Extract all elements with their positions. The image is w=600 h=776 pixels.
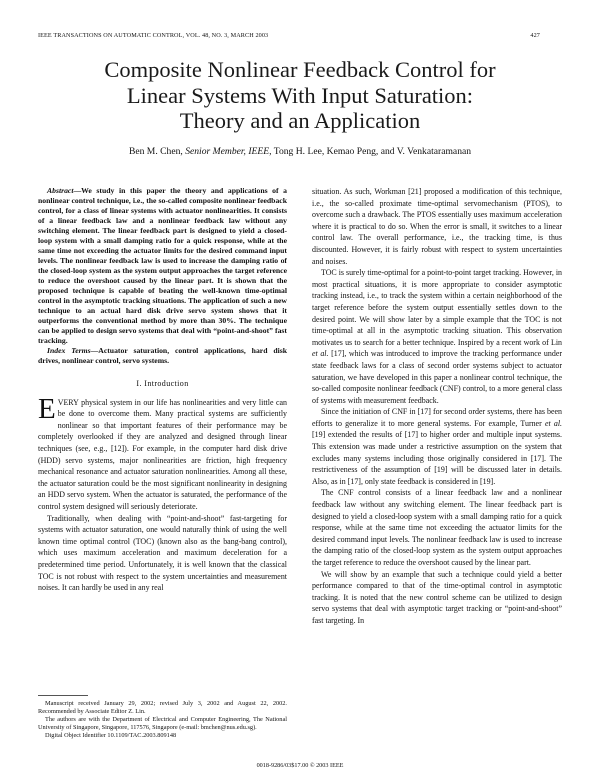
intro-paragraph-1-text: VERY physical system in our life has nonlinearities and very little can be done to overcome them. Many practical systems are sufficiently nonlinear so that important features of their performance may be completely overlooked if they are analyzed and designed through linear techniques (see, e.g., [12]). For example, in the computer hard disk drive (HDD) servo systems, major nonlinearities are friction, high frequency mechanical resonance and actuator saturation nonlinearities. Among all these, the actuator saturation could be the most significant nonlinearity in designing an HDD servo system. When the actuator is saturated, the performance of the control system designed will seriously deteriorate. [38, 397, 287, 511]
footnotes [38, 695, 287, 740]
author-list [40, 146, 560, 157]
right-paragraph-2-part-b: [17], which was introduced to improve the tracking performance under state feedback laws for a class of second order systems subject to actuator saturation, we have developed in this paper a nonlinear control technique, the so-called composite nonlinear feedback (CNF) control, to a more general class of systems with measurement feedback. [312, 349, 562, 405]
copyright-line: 0018-9286/03$17.00 © 2003 IEEE [256, 762, 344, 769]
right-paragraph-4: The CNF control consists of a linear feedback law and a nonlinear feedback law without any switching element. The linear feedback part is designed to yield a closed-loop system with a small damping ratio for a quick response, while at the same time not exceeding the actuator limits for the desired command input levels. The nonlinear feedback law is used to increase the damping ratio of the closed-loop system as the system output approaches the target reference to reduce the overshoot caused by the linear part. [312, 488, 562, 567]
right-paragraph-1: situation. As such, Workman [21] proposed a modification of this technique, i.e., the so-called proximate time-optimal servomechanism (PTOS), to overcome such a drawback. The PTOS essentially uses maximum acceleration where it is practical to do so. When the error is small, it switches to a linear control law. The overall performance, i.e., the tracking time, is thus discounted. However, it is fairly robust with respect to system uncertainties and noises. [312, 187, 562, 266]
left-column [38, 186, 287, 594]
title-line-3: Theory and an Application [179, 108, 421, 133]
author-1-grade: Senior Member, IEEE, [185, 146, 272, 157]
page-number: 427 [530, 32, 540, 39]
right-paragraph-3-part-b: [19] extended the results of [17] to higher order and multiple input systems. This extension was made under a restrictive assumption on the system that excludes many systems including those originally considered in [17]. The restrictiveness of the assumption of [19] will be discussed later in details. Also, as in [17], only state feedback is considered in [19]. [312, 430, 562, 486]
right-paragraph-2-part-a: TOC is surely time-optimal for a point-to-point target tracking. However, in most practical situations, it is more appropriate to consider asymptotic tracking instead, i.e., to track the system within a certain neighborhood of the target reference before the system output essentially settles down to the desired point. We will show later by a simple example that the TOC is not time-optimal at all in the asymptotic tracking situation. This observation motivates us to search for a better technique. Inspired by a recent work of Lin [312, 268, 562, 347]
drop-cap: E [38, 392, 56, 425]
paper-title [40, 57, 560, 134]
footnote-manuscript: Manuscript received January 29, 2002; revised July 3, 2002 and August 22, 2002. Recommended by Associate Editor Z. Lin. [38, 700, 287, 716]
et-al-2: et al. [544, 418, 563, 428]
running-header [38, 32, 540, 39]
index-terms-lead: Index Terms [47, 346, 91, 355]
abstract-lead: Abstract [47, 186, 74, 195]
right-paragraph-5: We will show by an example that such a technique could yield a better performance compared to that of the time-optimal control in asymptotic tracking. It is noted that the new control scheme can be utilized to design servo systems that deal with asymptotic target tracking or “point-and-shoot” fast targeting. In [312, 569, 562, 625]
right-column [312, 186, 562, 627]
footnote-affiliation: The authors are with the Department of Electrical and Computer Engineering, The National University of Singapore, Singapore, 117576, Singapore (e-mail: bmchen@nus.edu.sg). [38, 716, 287, 732]
author-1: Ben M. Chen, [128, 146, 183, 157]
et-al-1: et al. [312, 349, 329, 359]
footnote-doi: Digital Object Identifier 10.1109/TAC.2003.809148 [45, 732, 177, 740]
right-paragraph-3-part-a: Since the initiation of CNF in [17] for second order systems, there has been efforts to generalize it to more general systems. For example, Turner [312, 407, 562, 428]
other-authors: Tong H. Lee, Kemao Peng, and V. Venkataramanan [273, 146, 472, 157]
intro-paragraph-1 [38, 392, 287, 513]
index-terms [38, 346, 287, 366]
footnote-rule [38, 695, 88, 696]
title-line-1: Composite Nonlinear Feedback Control for [104, 57, 496, 82]
abstract [38, 186, 287, 346]
intro-paragraph-2: Traditionally, when dealing with “point-and-shoot” fast-targeting for systems with actuator saturation, one would naturally think of using the well known time optimal control (TOC) (known also as the bang-bang control), which uses maximum acceleration and maximum deceleration for a predetermined time period. Unfortunately, it is well known that the classical TOC is not robust with respect to the system uncertainties and measurement noises. It can hardly be used in any real [38, 513, 287, 593]
index-terms-text: —Actuator saturation, control applications, hard disk drives, nonlinear control, servo systems. [38, 346, 288, 365]
right-paragraph-2 [312, 267, 562, 406]
abstract-text: —We study in this paper the theory and applications of a nonlinear control technique, i.e., the so-called composite nonlinear feedback control, for a class of linear systems with actuator nonlinearities. It consists of a linear feedback law and a nonlinear feedback law without any switching element. The linear feedback part is designed to yield a closed-loop system with a small damping ratio for a quick response, while at the same time not exceeding the actuator limits for the desired command input levels. The nonlinear feedback law is used to increase the damping ratio of the closed-loop system as the system output approaches the target reference to reduce the overshoot caused by the linear part. It is shown that the proposed technique is capable of beating the well-known time-optimal control in the asymptotic tracking situations. The application of such a new technique to an actual hard disk drive servo system shows that it outperforms the conventional method by more than 30%. The technique can be applied to design servo systems that deal with “point-and-shoot” fast tracking. [38, 186, 287, 345]
title-line-2: Linear Systems With Input Saturation: [126, 82, 474, 108]
journal-name: IEEE TRANSACTIONS ON AUTOMATIC CONTROL, VOL. 48, NO. 3, MARCH 2003 [38, 32, 269, 39]
section-heading-introduction: I. Introduction [136, 379, 189, 388]
right-paragraph-3 [312, 406, 562, 487]
